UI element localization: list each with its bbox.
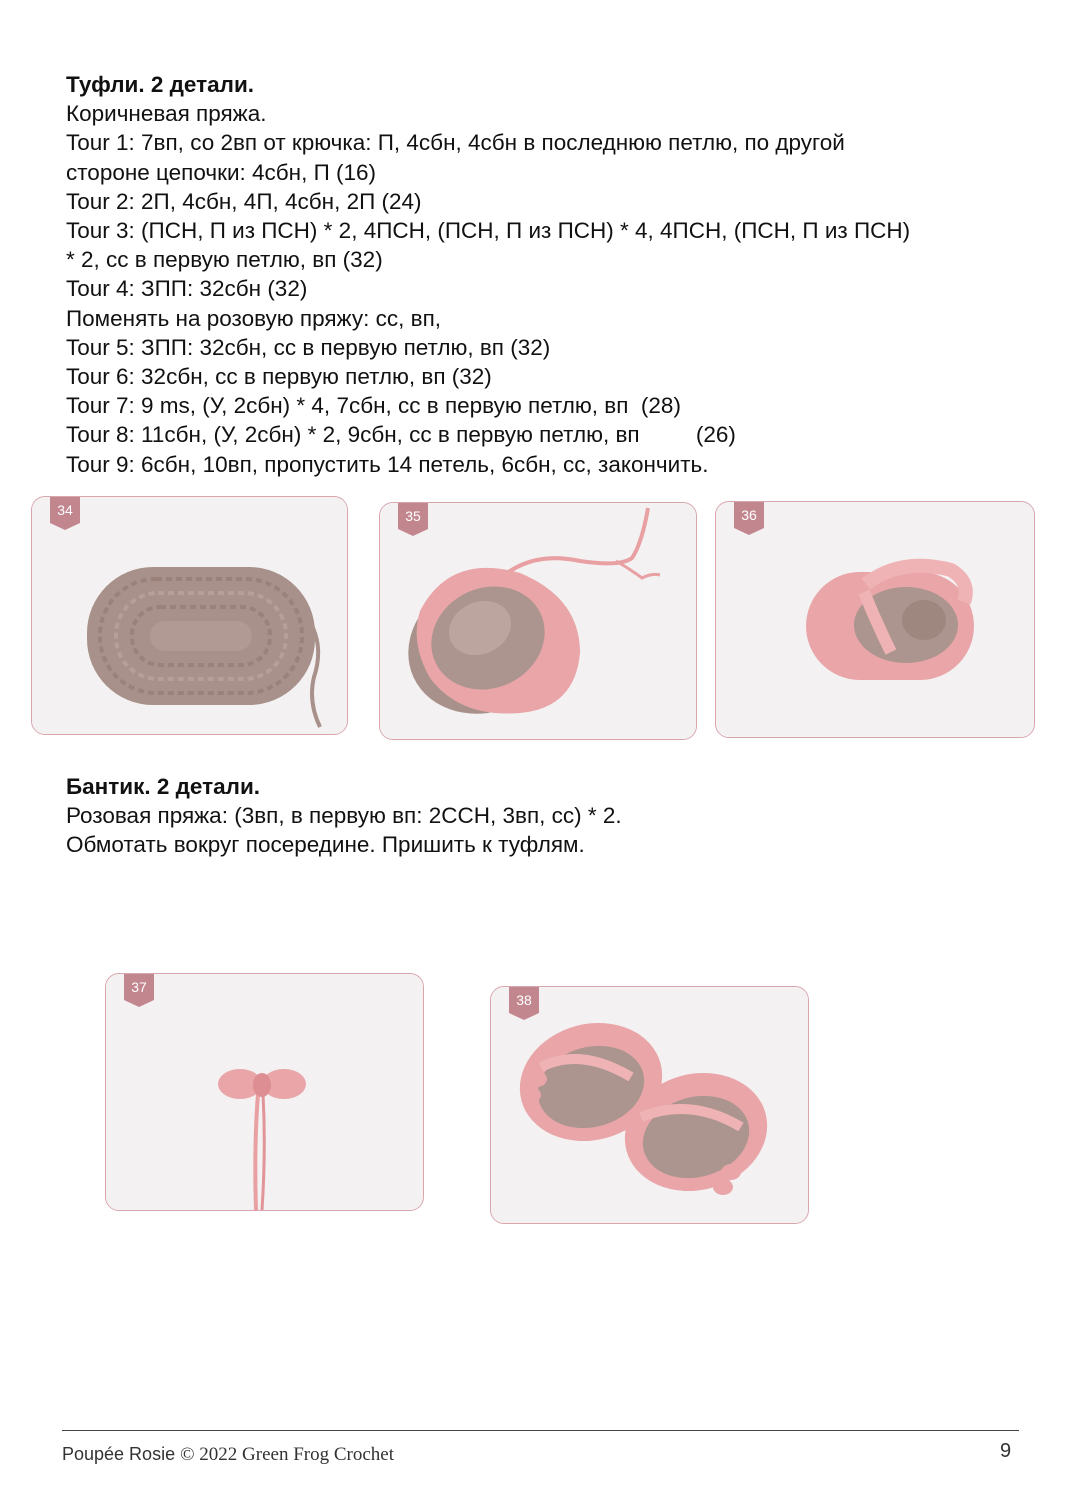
instruction-line: Tour 1: 7вп, со 2вп от крючка: П, 4сбн, 4сбн в последнюю петлю, по другой: [66, 130, 845, 156]
instruction-line: Обмотать вокруг посередине. Пришить к туфлям.: [66, 832, 585, 858]
step-number: 35: [405, 508, 421, 524]
crochet-bow-image: [106, 974, 423, 1210]
section-bow: [66, 772, 622, 860]
page-number: 9: [1000, 1440, 1012, 1462]
step-badge: [509, 987, 539, 1021]
instruction-line: Tour 6: 32сбн, сс в первую петлю, вп (32): [66, 364, 492, 390]
instruction-line: Tour 8: 11сбн, (У, 2сбн) * 2, 9сбн, сс в первую петлю, вп (26): [66, 422, 736, 448]
step-number: 34: [57, 502, 73, 518]
instruction-line: Tour 2: 2П, 4сбн, 4П, 4сбн, 2П (24): [66, 188, 422, 214]
step-number: 36: [741, 507, 757, 523]
photo-35-shoe-chain: [379, 502, 697, 740]
section-title: Бантик. 2 детали.: [66, 774, 261, 799]
footer-title: Poupée Rosie: [62, 1444, 176, 1464]
instruction-line: Tour 3: (ПСН, П из ПСН) * 2, 4ПСН, (ПСН, П из ПСН) * 4, 4ПСН, (ПСН, П из ПСН): [66, 218, 911, 244]
step-badge: [734, 502, 764, 536]
instruction-line: * 2, сс в первую петлю, вп (32): [66, 247, 383, 273]
crochet-sole-image: [32, 497, 347, 734]
instruction-line: Tour 9: 6сбн, 10вп, пропустить 14 петель, 6сбн, сс, закончить.: [66, 451, 709, 477]
crochet-shoe-image: [716, 502, 1034, 737]
instruction-line: Tour 7: 9 ms, (У, 2сбн) * 4, 7сбн, сс в первую петлю, вп (28): [66, 393, 681, 419]
instruction-line: стороне цепочки: 4сбн, П (16): [66, 159, 377, 185]
instruction-line: Коричневая пряжа.: [66, 101, 267, 127]
step-number: 38: [516, 992, 532, 1008]
footer-copyright: © 2022 Green Frog Crochet: [180, 1444, 394, 1465]
step-number: 37: [131, 979, 147, 995]
photo-38-finished-shoes: [490, 986, 809, 1224]
instruction-line: Розовая пряжа: (3вп, в первую вп: 2ССН, 3вп, сс) * 2.: [66, 803, 622, 829]
instruction-line: Поменять на розовую пряжу: сс, вп,: [66, 305, 442, 331]
photo-37-bow: [105, 973, 424, 1211]
instruction-line: Tour 5: ЗПП: 32сбн, сс в первую петлю, вп (32): [66, 334, 551, 360]
photo-34-sole: [31, 496, 348, 735]
step-badge: [398, 503, 428, 537]
crochet-shoes-pair-image: [491, 987, 808, 1223]
footer-credit: [62, 1444, 394, 1466]
step-badge: [50, 497, 80, 531]
section-shoes: [66, 70, 910, 479]
crochet-shoe-image: [380, 503, 696, 739]
step-badge: [124, 974, 154, 1008]
section-title: Туфли. 2 детали.: [66, 72, 255, 97]
photo-36-shoe-strap: [715, 501, 1035, 738]
footer-divider: [62, 1430, 1019, 1431]
instruction-line: Tour 4: ЗПП: 32сбн (32): [66, 276, 308, 302]
